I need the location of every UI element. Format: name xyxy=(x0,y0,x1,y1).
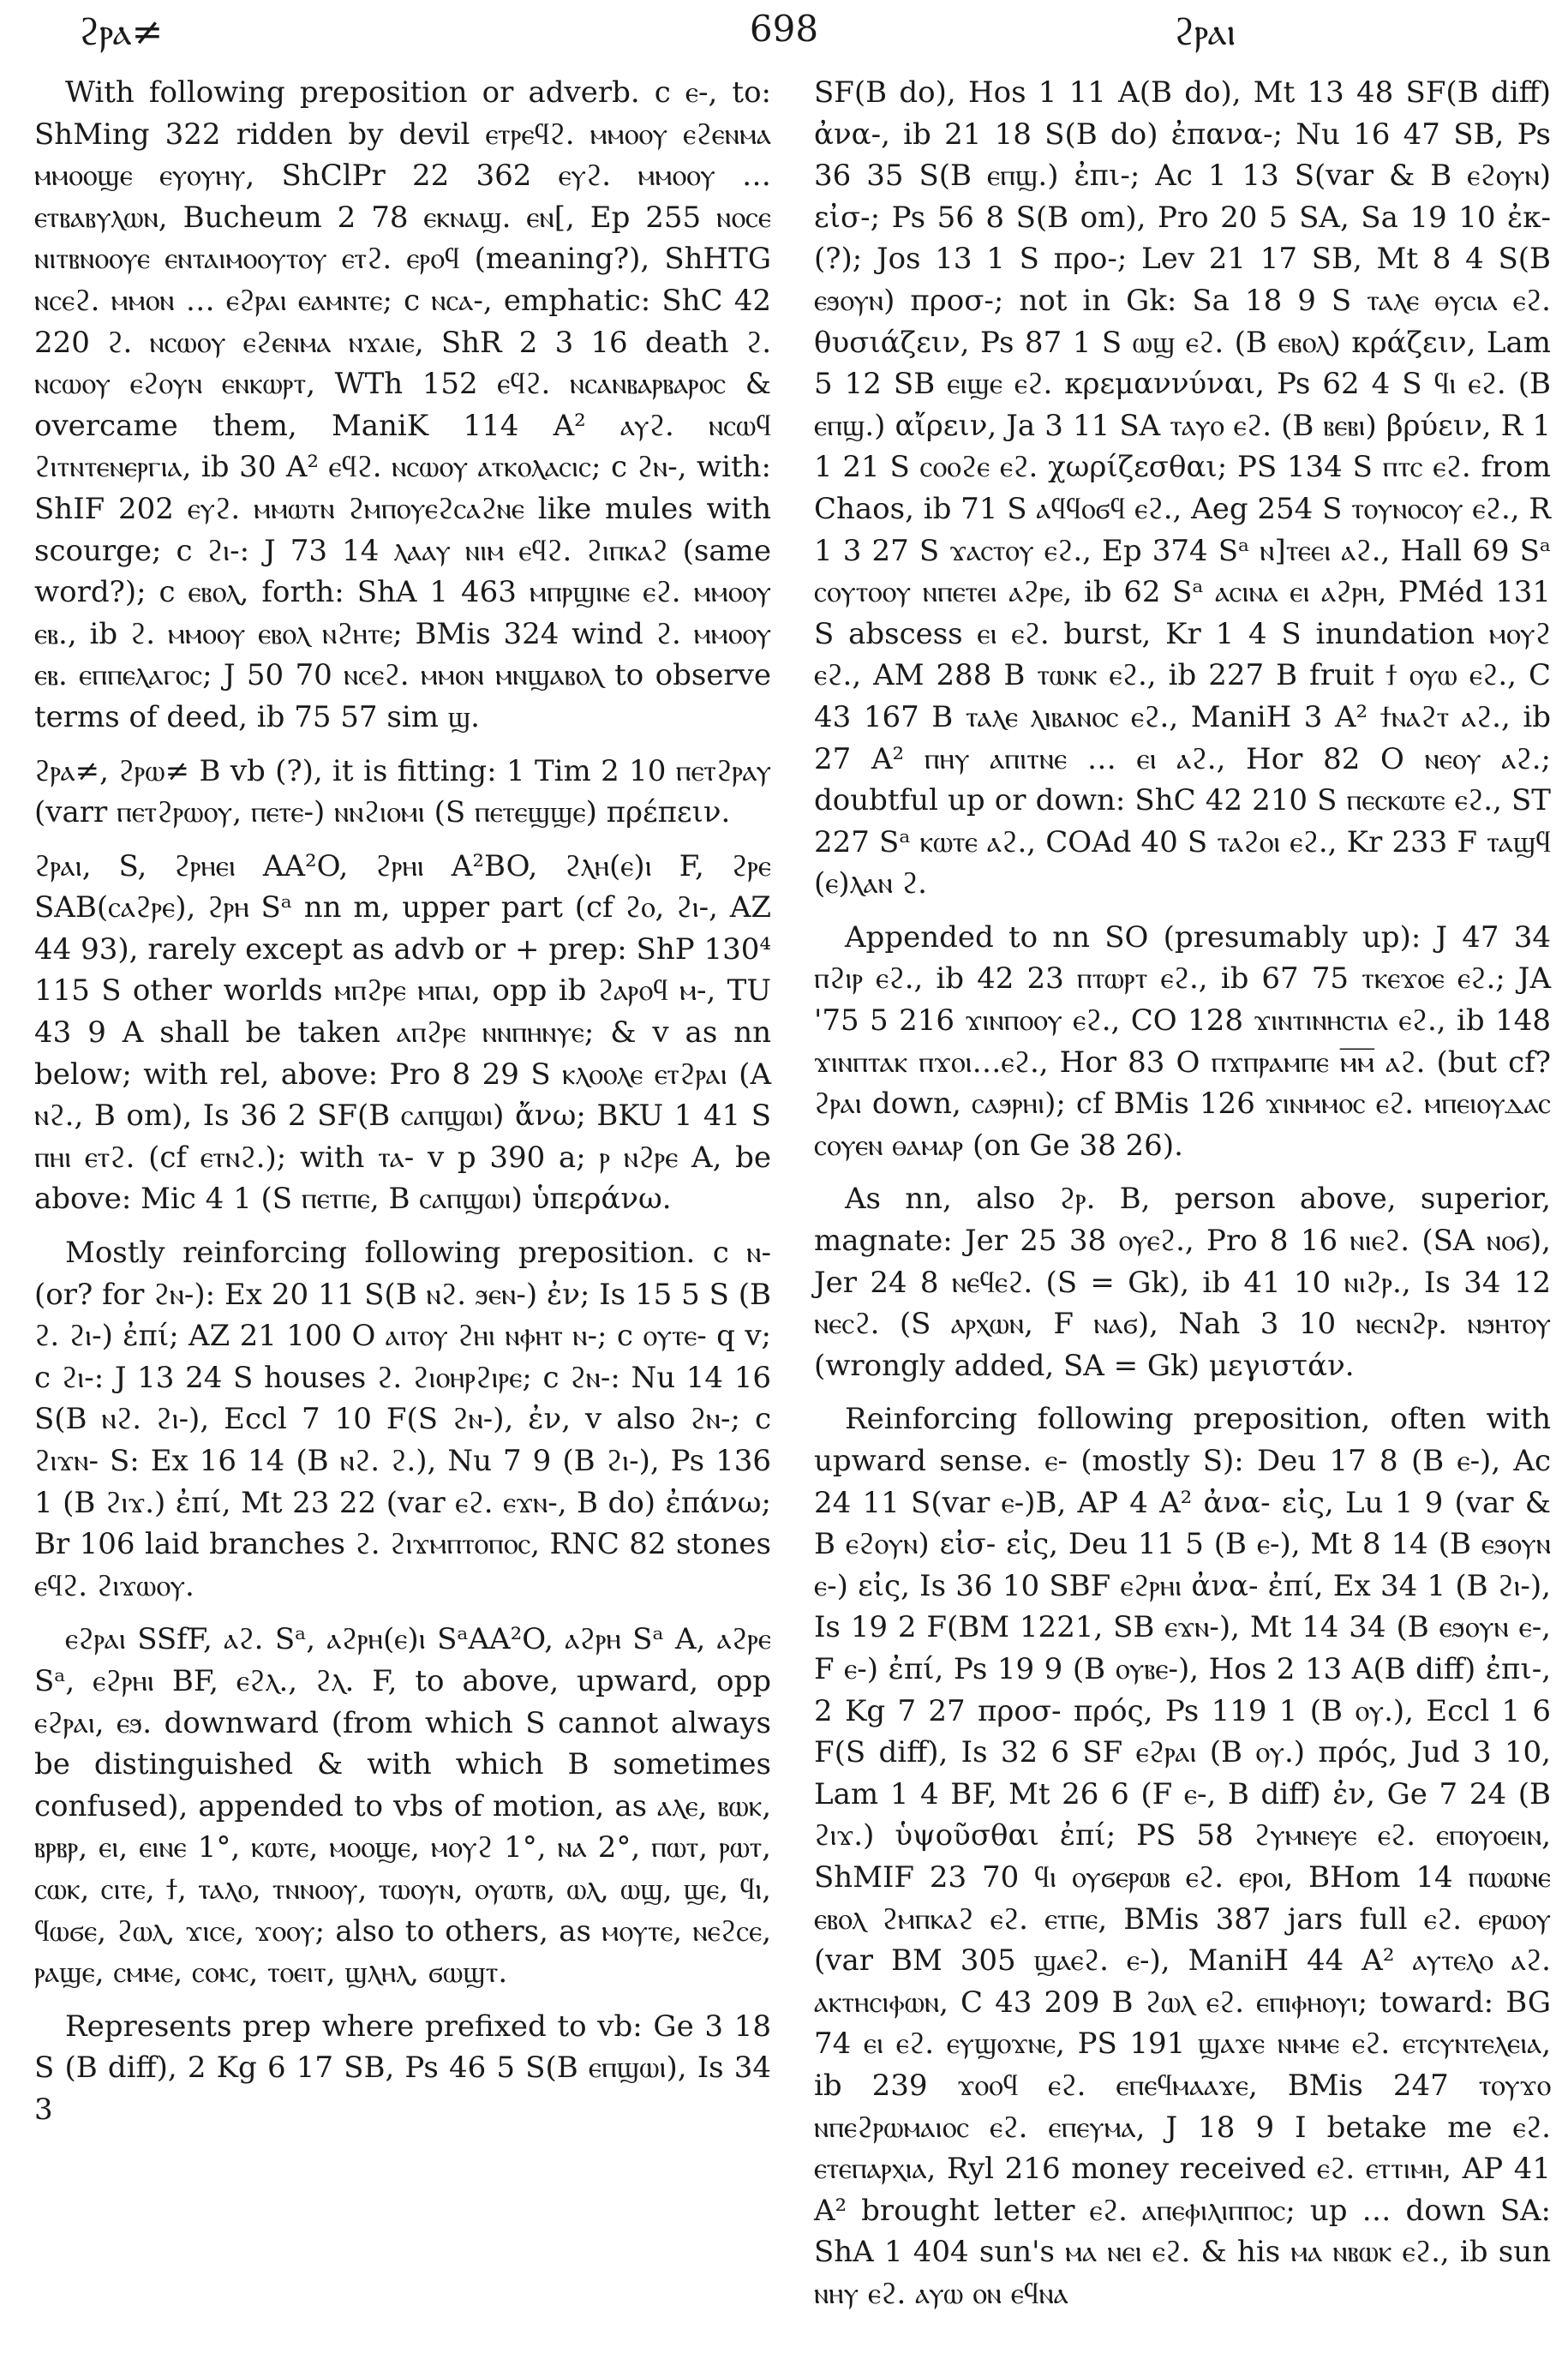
paragraph: Appended to nn SO (presumably up): J 47 34 ⲡϩⲓⲣ ⲉϩ., ib 42 23 ⲡⲧⲱⲣⲧ ⲉϩ., ib 67 75 ⲧⲕⲉϫⲟⲉ ⲉϩ.; JA '75 5 216 ϫⲓⲛⲡⲟⲟⲩ ⲉϩ., CO 128 ϫⲓⲛⲧⲓⲛⲏⲥⲧⲓⲁ ⲉϩ., ib 148 ϫⲓⲛⲡⲧⲁⲕ ⲡϫⲟⲓ…ⲉϩ., Hor 83 O ⲡϫⲡⲣⲁⲙⲡⲉ ⲙ̅ⲙ̅ ⲁϩ. (but cf? ϩⲣⲁⲓ down, ⲥⲁϧⲣⲏⲓ); cf BMis 126 ϫⲓⲛⲙⲙⲟⲥ ⲉϩ. ⲙⲡⲉⲓⲟⲩⲇⲁⲥ ⲥⲟⲩⲉⲛ ⲑⲁⲙⲁⲣ (on Ge 38 26). xyxy=(814,919,1551,1163)
paragraph: ⲉϩⲣⲁⲓ SSfF, ⲁϩ. Sᵃ, ⲁϩⲣⲏ(ⲉ)ⲓ SᵃAA²O, ⲁϩⲣⲏ Sᵃ A, ⲁϩⲣⲉ Sᵃ, ⲉϩⲣⲏⲓ BF, ⲉϩⲗ., ϩⲗ. F, to above, upward, opp ⲉϩⲣⲁⲓ, ⲉϧ. downward (from which S cannot always be distinguished & with which B sometimes confused), appended to vbs of motion, as ⲁⲗⲉ, ⲃⲱⲕ, ⲃⲣⲃⲣ, ⲉⲓ, ⲉⲓⲛⲉ 1°, ⲕⲱⲧⲉ, ⲙⲟⲟϣⲉ, ⲙⲟⲩϩ 1°, ⲛⲁ 2°, ⲡⲱⲧ, ⲣⲱⲧ, ⲥⲱⲕ, ⲥⲓⲧⲉ, ϯ, ⲧⲁⲗⲟ, ⲧⲛⲛⲟⲟⲩ, ⲧⲱⲟⲩⲛ, ⲟⲩⲱⲧⲃ, ⲱⲗ, ⲱϣ, ϣⲉ, ϥⲓ, ϥⲱϭⲉ, ϩⲱⲗ, ϫⲓⲥⲉ, ϫⲟⲟⲩ; also to others, as ⲙⲟⲩⲧⲉ, ⲛⲉϩⲥⲉ, ⲣⲁϣⲉ, ⲥⲙⲙⲉ, ⲥⲟⲙⲥ, ⲧⲟⲉⲓⲧ, ϣⲗⲏⲗ, ϭⲱϣⲧ. xyxy=(34,1622,771,1991)
paragraph: SF(B do), Hos 1 11 A(B do), Mt 13 48 SF(B diff) ἀνα-, ib 21 18 S(B do) ἐπανα-; Nu 16 47 SB, Ps 36 35 S(B ⲉⲡϣ.) ἐπι-; Ac 1 13 S(var & B ⲉϩⲟⲩⲛ) εἰσ-; Ps 56 8 S(B om), Pro 20 5 SA, Sa 19 10 ἐκ-(?); Jos 13 1 S προ-; Lev 21 17 SB, Mt 8 4 S(B ⲉϧⲟⲩⲛ) προσ-; not in Gk: Sa 18 9 S ⲧⲁⲗⲉ ⲑⲩⲥⲓⲁ ⲉϩ. θυσιάζειν, Ps 87 1 S ⲱϣ ⲉϩ. (B ⲉⲃⲟⲗ) κράζειν, Lam 5 12 SB ⲉⲓϣⲉ ⲉϩ. κρεμαννύναι, Ps 62 4 S ϥⲓ ⲉϩ. (B ⲉⲡϣ.) αἴρειν, Ja 3 11 SA ⲧⲁⲩⲟ ⲉϩ. (B ⲃⲉⲃⲓ) βρύειν, R 1 1 21 S ⲥⲟⲟϩⲉ ⲉϩ. χωρίζεσθαι; PS 134 S ⲡⲧⲥ ⲉϩ. from Chaos, ib 71 S ⲁϥϥⲟϭϥ ⲉϩ., Aeg 254 S ⲧⲟⲩⲛⲟⲥⲟⲩ ⲉϩ., R 1 3 27 S ϫⲁⲥⲧⲟⲩ ⲉϩ., Ep 374 Sᵃ ⲛ]ⲧⲉⲉⲓ ⲁϩ., Hall 69 Sᵃ ⲥⲟⲩⲧⲟⲟⲩ ⲛⲡⲉⲧⲉⲓ ⲁϩⲣⲉ, ib 62 Sᵃ ⲁⲥⲓⲛⲁ ⲉⲓ ⲁϩⲣⲏ, PMéd 131 S abscess ⲉⲓ ⲉϩ. burst, Kr 1 4 S inundation ⲙⲟⲩϩ ⲉϩ., AM 288 B ⲧⲱⲛⲕ ⲉϩ., ib 227 B fruit ϯ ⲟⲩⲱ ⲉϩ., C 43 167 B ⲧⲁⲗⲉ ⲗⲓⲃⲁⲛⲟⲥ ⲉϩ., ManiH 3 A² ϯⲛⲁϩⲧ ⲁϩ., ib 27 A² ⲡⲏⲩ ⲁⲡⲓⲧⲛⲉ … ⲉⲓ ⲁϩ., Hor 82 O ⲛⲉⲟⲩ ⲁϩ.; doubtful up or down: ShC 42 210 S ⲡⲉⲥⲕⲱⲧⲉ ⲉϩ., ST 227 Sᵃ ⲕⲱⲧⲉ ⲁϩ., COAd 40 S ⲧⲁϩⲟⲓ ⲉϩ., Kr 233 F ⲧⲁϣϥ (ⲉ)ⲗⲁⲛ ϩ. xyxy=(814,75,1551,901)
paragraph: With following preposition or adverb. c ⲉ-, to: ShMing 322 ridden by devil ⲉⲧⲣⲉϥϩ. ⲙⲙⲟⲟⲩ ⲉϩⲉⲛⲙⲁ ⲙⲙⲟⲟϣⲉ ⲉⲩⲟⲩⲏⲩ, ShClPr 22 362 ⲉⲩϩ. ⲙⲙⲟⲟⲩ … ⲉⲧⲃⲁⲃⲩⲗⲱⲛ, Bucheum 2 78 ⲉⲕⲛⲁϣ. ⲉⲛ[, Ep 255 ⲛⲟⲥⲉ ⲛⲓⲧⲃⲛⲟⲟⲩⲉ ⲉⲛⲧⲁⲓⲙⲟⲟⲩⲧⲟⲩ ⲉⲧϩ. ⲉⲣⲟϥ (meaning?), ShHTG ⲛⲥⲉϩ. ⲙⲙⲟⲛ … ⲉϩⲣⲁⲓ ⲉⲁⲙⲛⲧⲉ; c ⲛⲥⲁ-, emphatic: ShC 42 220 ϩ. ⲛⲥⲱⲟⲩ ⲉϩⲉⲛⲙⲁ ⲛϫⲁⲓⲉ, ShR 2 3 16 death ϩ. ⲛⲥⲱⲟⲩ ⲉϩⲟⲩⲛ ⲉⲛⲕⲱⲣⲧ, WTh 152 ⲉϥϩ. ⲛⲥⲁⲛⲃⲁⲣⲃⲁⲣⲟⲥ & overcame them, ManiK 114 A² ⲁⲩϩ. ⲛⲥⲱϥ ϩⲓⲧⲛⲧⲉⲛⲉⲣⲅⲓⲁ, ib 30 A² ⲉϥϩ. ⲛⲥⲱⲟⲩ ⲁⲧⲕⲟⲗⲁⲥⲓⲥ; c ϩⲛ-, with: ShIF 202 ⲉⲩϩ. ⲙⲙⲱⲧⲛ ϩⲙⲡⲟⲩⲉϩⲥⲁϩⲛⲉ like mules with scourge; c ϩⲓ-: J 73 14 ⲗⲁⲁⲩ ⲛⲓⲙ ⲉϥϩ. ϩⲓⲡⲕⲁϩ (same word?); c ⲉⲃⲟⲗ, forth: ShA 1 463 ⲙⲡⲣϣⲓⲛⲉ ⲉϩ. ⲙⲙⲟⲟⲩ ⲉⲃ., ib ϩ. ⲙⲙⲟⲟⲩ ⲉⲃⲟⲗ ⲛϩⲏⲧⲉ; BMis 324 wind ϩ. ⲙⲙⲟⲟⲩ ⲉⲃ. ⲉⲡⲡⲉⲗⲁⲅⲟⲥ; J 50 70 ⲛⲥⲉϩ. ⲙⲙⲟⲛ ⲙⲛϣⲁⲃⲟⲗ to observe terms of deed, ib 75 57 sim ϣ. xyxy=(34,75,771,734)
paragraph: As nn, also ϩⲣ. B, person above, superior, magnate: Jer 25 38 ⲟⲩⲉϩ., Pro 8 16 ⲛⲓⲉϩ. (SA ⲛⲟϭ), Jer 24 8 ⲛⲉϥⲉϩ. (S = Gk), ib 41 10 ⲛⲓϩⲣ., Is 34 12 ⲛⲉⲥϩ. (S ⲁⲣⲭⲱⲛ, F ⲛⲁϭ), Nah 3 10 ⲛⲉⲥⲛϩⲣ. ⲛϧⲏⲧⲟⲩ (wrongly added, SA = Gk) μεγιστάν. xyxy=(814,1182,1551,1383)
entry-paragraph: ϩⲣⲁ≠, ϩⲣⲱ≠ B vb (?), it is fitting: 1 Tim 2 10 ⲡⲉⲧϩⲣⲁⲩ (varr ⲡⲉⲧϩⲣⲱⲟⲩ, ⲡⲉⲧⲉ-) ⲛⲛϩⲓⲟⲙⲓ (S ⲡⲉⲧⲉϣϣⲉ) πρέπειν. xyxy=(34,753,771,830)
paragraph: Reinforcing following preposition, often with upward sense. ⲉ- (mostly S): Deu 17 8 (B ⲉ-), Ac 24 11 S(var ⲉ-)B, AP 4 A² ἀνα- εἰς, Lu 1 9 (var & B ⲉϩⲟⲩⲛ) εἰσ- εἰς, Deu 11 5 (B ⲉ-), Mt 8 14 (B ⲉϧⲟⲩⲛ ⲉ-) εἰς, Is 36 10 SBF ⲉϩⲣⲏⲓ ἀνα- ἐπί, Ex 34 1 (B ϩⲓ-), Is 19 2 F(BM 1221, SB ⲉϫⲛ-), Mt 14 34 (B ⲉϧⲟⲩⲛ ⲉ-, F ⲉ-) ἐπί, Ps 19 9 (B ⲟⲩⲃⲉ-), Hos 2 13 A(B diff) ἐπι-, 2 Kg 7 27 προσ- πρός, Ps 119 1 (B ⲟⲩ.), Eccl 1 6 F(S diff), Is 32 6 SF ⲉϩⲣⲁⲓ (B ⲟⲩ.) πρός, Jud 3 10, Lam 1 4 BF, Mt 26 6 (F ⲉ-, B diff) ἐν, Ge 7 24 (B ϩⲓϫ.) ὑψοῦσθαι ἐπί; PS 58 ϩⲩⲙⲛⲉⲩⲉ ⲉϩ. ⲉⲡⲟⲩⲟⲉⲓⲛ, ShMIF 23 70 ϥⲓ ⲟⲩϭⲉⲣⲱⲃ ⲉϩ. ⲉⲣⲟⲓ, BHom 14 ⲡⲱⲱⲛⲉ ⲉⲃⲟⲗ ϩⲙⲡⲕⲁϩ ⲉϩ. ⲉⲧⲡⲉ, BMis 387 jars full ⲉϩ. ⲉⲣⲱⲟⲩ (var BM 305 ϣⲁⲉϩ. ⲉ-), ManiH 44 A² ⲁⲩⲧⲉⲗⲟ ⲁϩ. ⲁⲕⲧⲏⲥⲓⲫⲱⲛ, C 43 209 B ϩⲱⲗ ⲉϩ. ⲉⲡⲓⲫⲏⲟⲩⲓ; toward: BG 74 ⲉⲓ ⲉϩ. ⲉⲩϣⲟϫⲛⲉ, PS 191 ϣⲁϫⲉ ⲛⲙⲙⲉ ⲉϩ. ⲉⲧⲥⲩⲛⲧⲉⲗⲉⲓⲁ, ib 239 ϫⲟⲟϥ ⲉϩ. ⲉⲡⲉϥⲙⲁⲁϫⲉ, BMis 247 ⲧⲟⲩϫⲟ ⲛⲡⲉϩⲣⲱⲙⲁⲓⲟⲥ ⲉϩ. ⲉⲡⲉⲩⲙⲁ, J 18 9 I betake me ⲉϩ. ⲉⲧⲉⲡⲁⲣⲭⲓⲁ, Ryl 216 money received ⲉϩ. ⲉⲧⲧⲓⲙⲏ, AP 41 A² brought letter ⲉϩ. ⲁⲡⲉⲫⲓⲗⲓⲡⲡⲟⲥ; up … down SA: ShA 1 404 sun's ⲙⲁ ⲛⲉⲓ ⲉϩ. & his ⲙⲁ ⲛⲃⲱⲕ ⲉϩ., ib sun ⲛⲏⲩ ⲉϩ. ⲁⲩⲱ ⲟⲛ ⲉϥⲛⲁ xyxy=(814,1402,1551,2311)
paragraph: Mostly reinforcing following preposition. c ⲛ- (or? for ϩⲛ-): Ex 20 11 S(B ⲛϩ. ϧⲉⲛ-) ἐν; Is 15 5 S (B ϩ. ϩⲓ-) ἐπί; AZ 21 100 O ⲁⲓⲧⲟⲩ ϩⲏⲓ ⲛⲫⲏⲧ ⲛ-; c ⲟⲩⲧⲉ- q v; c ϩⲓ-: J 13 24 S houses ϩ. ϩⲓⲟⲏⲣϩⲓⲣⲉ; c ϩⲛ-: Nu 14 16 S(B ⲛϩ. ϩⲓ-), Eccl 7 10 F(S ϩⲛ-), ἐν, v also ϩⲛ-; c ϩⲓϫⲛ- S: Ex 16 14 (B ⲛϩ. ϩ.), Nu 7 9 (B ϩⲓ-), Ps 136 1 (B ϩⲓϫ.) ἐπί, Mt 23 22 (var ⲉϩ. ⲉϫⲛ-, B do) ἐπάνω; Br 106 laid branches ϩ. ϩⲓϫⲙⲡⲧⲟⲡⲟⲥ, RNC 82 stones ⲉϥϩ. ϩⲓϫⲱⲟⲩ. xyxy=(34,1236,771,1603)
paragraph: Represents prep where prefixed to vb: Ge 3 18 S (B diff), 2 Kg 6 17 SB, Ps 46 5 S(B ⲉⲡϣⲱⲓ), Is 34 3 xyxy=(34,2009,771,2127)
page-number: 698 xyxy=(749,8,819,50)
entry-paragraph: ϩⲣⲁⲓ, S, ϩⲣⲏⲉⲓ AA²O, ϩⲣⲏⲓ A²BO, ϩⲗⲏ(ⲉ)ⲓ F, ϩⲣⲉ SAB(ⲥⲁϩⲣⲉ), ϩⲣⲏ Sᵃ nn m, upper part (cf ϩⲟ, ϩⲓ-, AZ 44 93), rarely except as advb or + prep: ShP 130⁴ 115 S other worlds ⲙⲡϩⲣⲉ ⲙⲡⲁⲓ, opp ib ϩⲁⲣⲟϥ ⲙ-, TU 43 9 A shall be taken ⲁⲡϩⲣⲉ ⲛⲛⲡⲏⲛⲩⲉ; & v as nn below; with rel, above: Pro 8 29 S ⲕⲗⲟⲟⲗⲉ ⲉⲧϩⲣⲁⲓ (A ⲛϩ., B om), Is 36 2 SF(B ⲥⲁⲡϣⲱⲓ) ἄνω; BKU 1 41 S ⲡⲏⲓ ⲉⲧϩ. (cf ⲉⲧⲛϩ.); with ⲧⲁ- v p 390 a; ⲣ ⲛϩⲣⲉ A, be above: Mic 4 1 (S ⲡⲉⲧⲡⲉ, B ⲥⲁⲡϣⲱⲓ) ὑπεράνω. xyxy=(34,848,771,1217)
left-column xyxy=(34,72,771,2143)
header-left-entry-word: ϩⲣⲁ≠ xyxy=(79,10,164,54)
header-right-entry-word: ϩⲣⲁⲓ xyxy=(1174,10,1236,54)
right-column xyxy=(814,72,1551,2326)
